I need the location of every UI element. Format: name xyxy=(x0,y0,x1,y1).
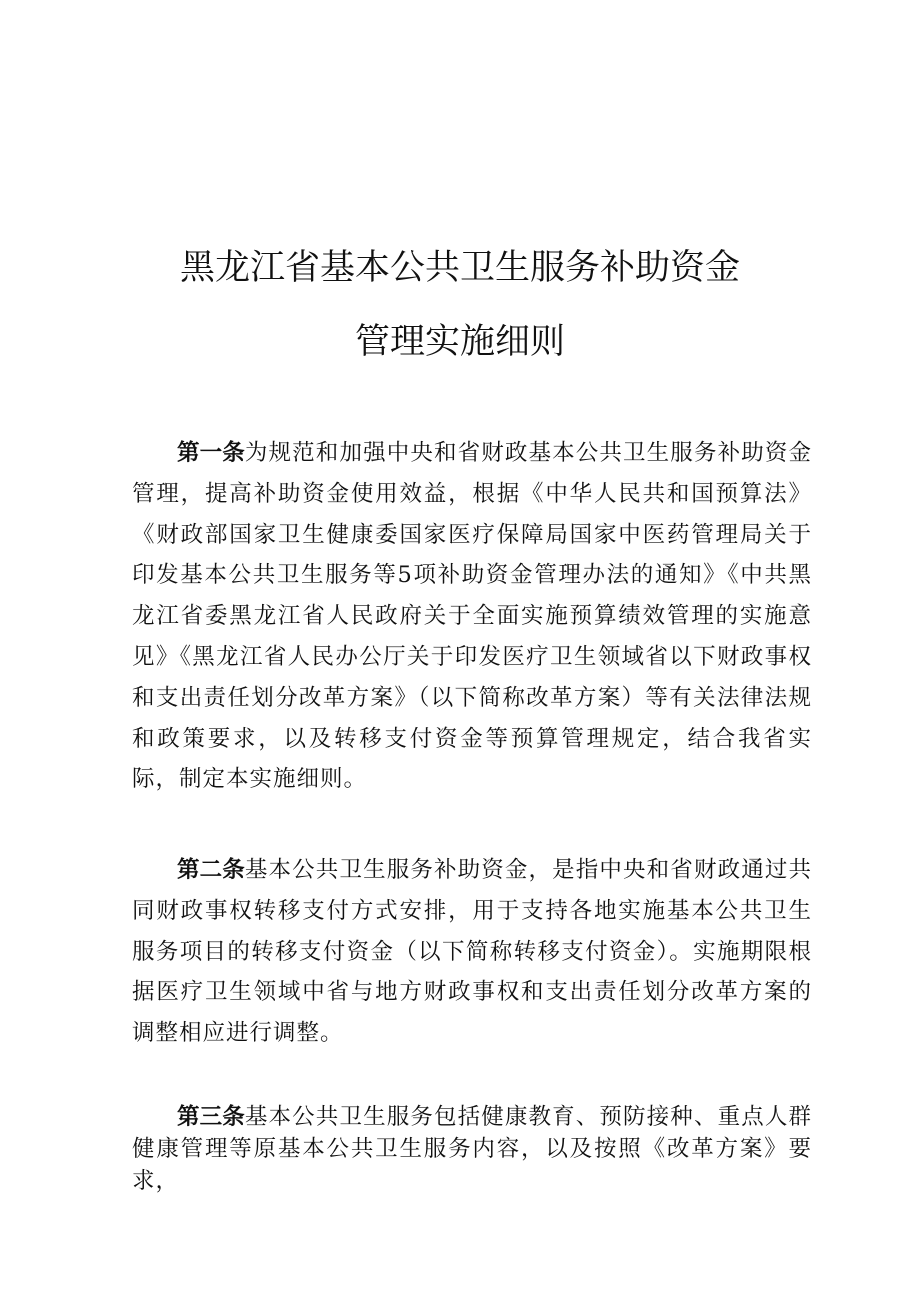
article-3 xyxy=(132,1101,812,1197)
document-title-line-1: 黑龙江省基本公共卫生服务补助资金 xyxy=(179,248,740,288)
article-2-lead: 第二条 xyxy=(177,857,245,883)
article-1-text: 为规范和加强中央和省财政基本公共卫生服务补助资金管理，提高补助资金使用效益，根据《中华人民共和国预算法》《财政部国家卫生健康委国家医疗保障局国家中医药管理局关于印发基本公共卫生服务等5项补助资金管理办法的通知》《中共黑龙江省委黑龙江省人民政府关于全面实施预算绩效管理的实施意见》《黑龙江省人民办公厅关于印发医疗卫生领域省以下财政事权和支出责任划分改革方案》（以下简称改革方案）等有关法律法规和政策要求，以及转移支付资金等预算管理规定，结合我省实际，制定本实施细则。 xyxy=(132,440,812,793)
article-1 xyxy=(132,433,812,800)
article-3-text: 基本公共卫生服务包括健康教育、预防接种、重点人群健康管理等原基本公共卫生服务内容，以及按照《改革方案》要求， xyxy=(132,1104,812,1194)
article-1-lead: 第一条 xyxy=(177,440,245,466)
article-2-text: 基本公共卫生服务补助资金，是指中央和省财政通过共同财政事权转移支付方式安排，用于支持各地实施基本公共卫生服务项目的转移支付资金（以下简称转移支付资金）。实施期限根据医疗卫生领域中省与地方财政事权和支出责任划分改革方案的调整相应进行调整。 xyxy=(132,857,812,1047)
article-2 xyxy=(132,850,812,1054)
article-3-lead: 第三条 xyxy=(177,1104,245,1130)
document-title-line-2: 管理实施细则 xyxy=(354,322,565,362)
